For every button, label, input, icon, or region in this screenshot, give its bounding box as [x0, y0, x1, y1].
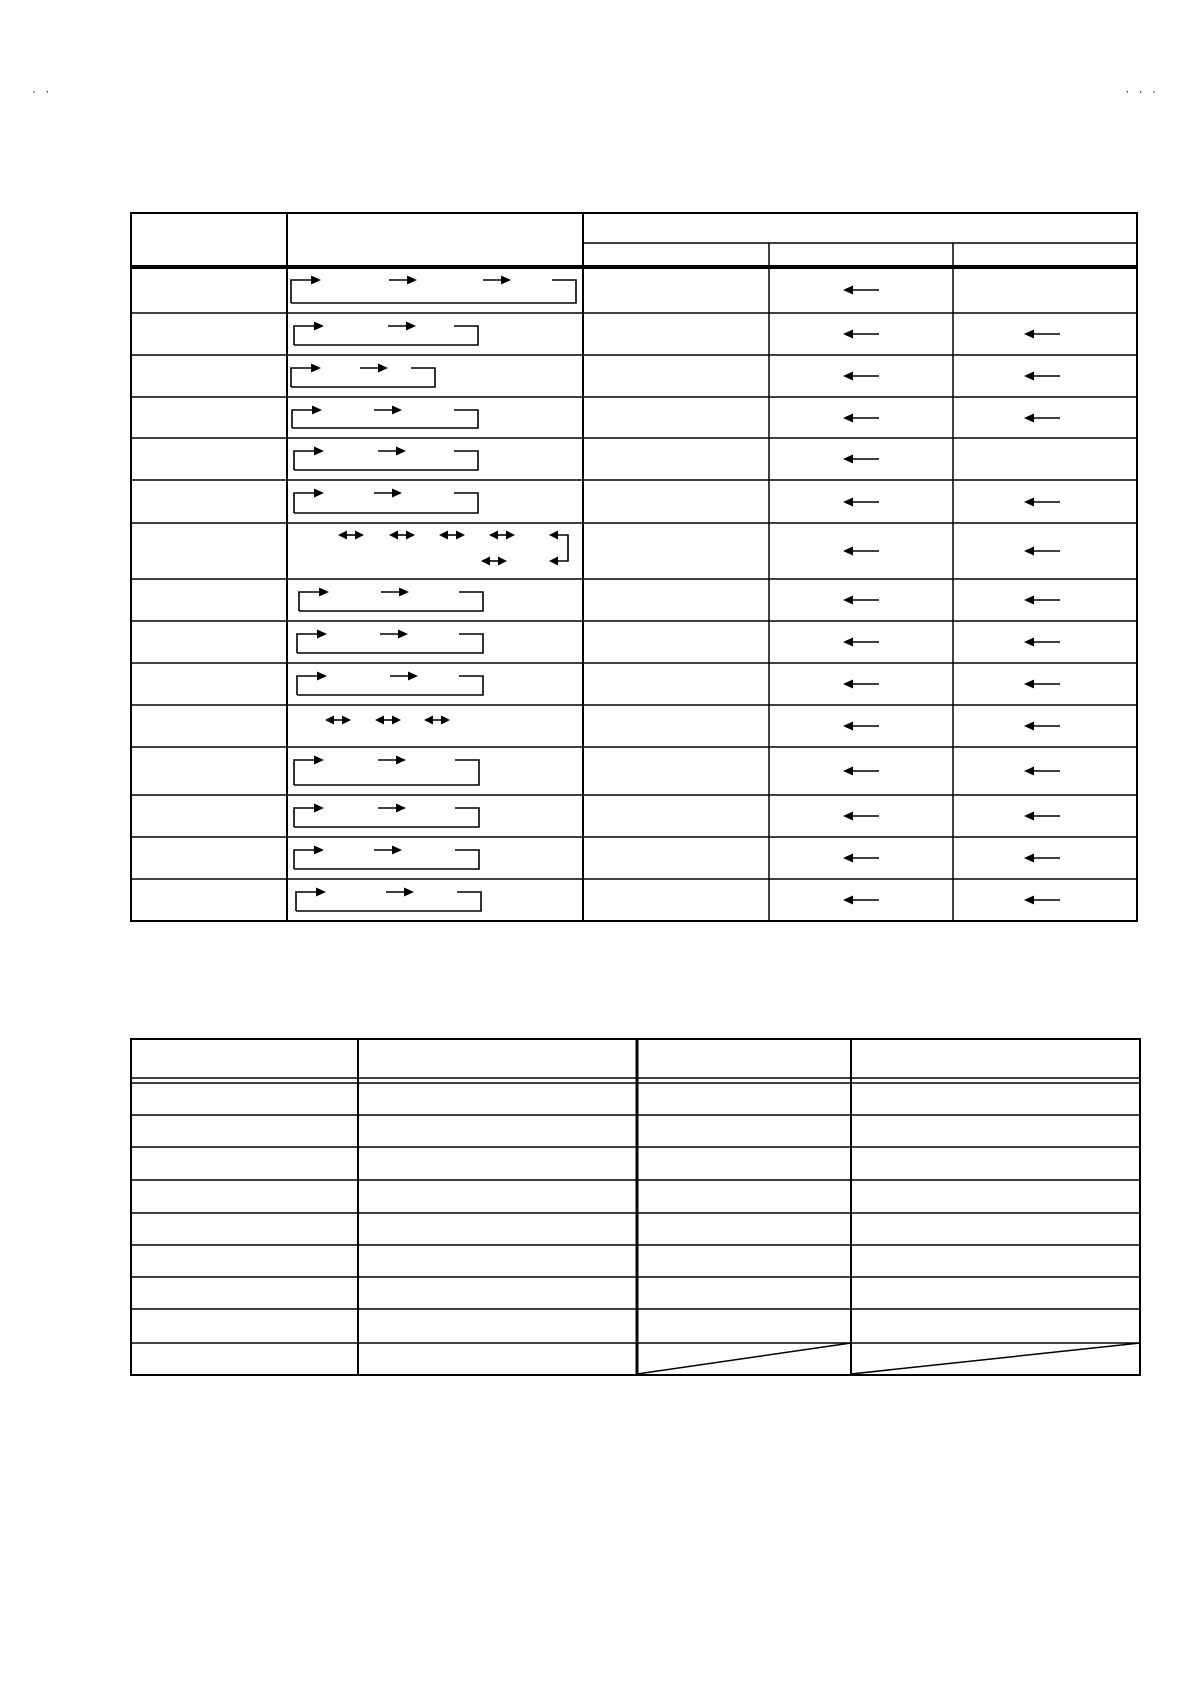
corner-marks-right: · · ·: [1125, 84, 1159, 98]
table2-diagonal-col3: [637, 1343, 851, 1374]
table2-diagonal-col4: [851, 1343, 1140, 1374]
corner-marks-left: · ·: [32, 84, 53, 98]
